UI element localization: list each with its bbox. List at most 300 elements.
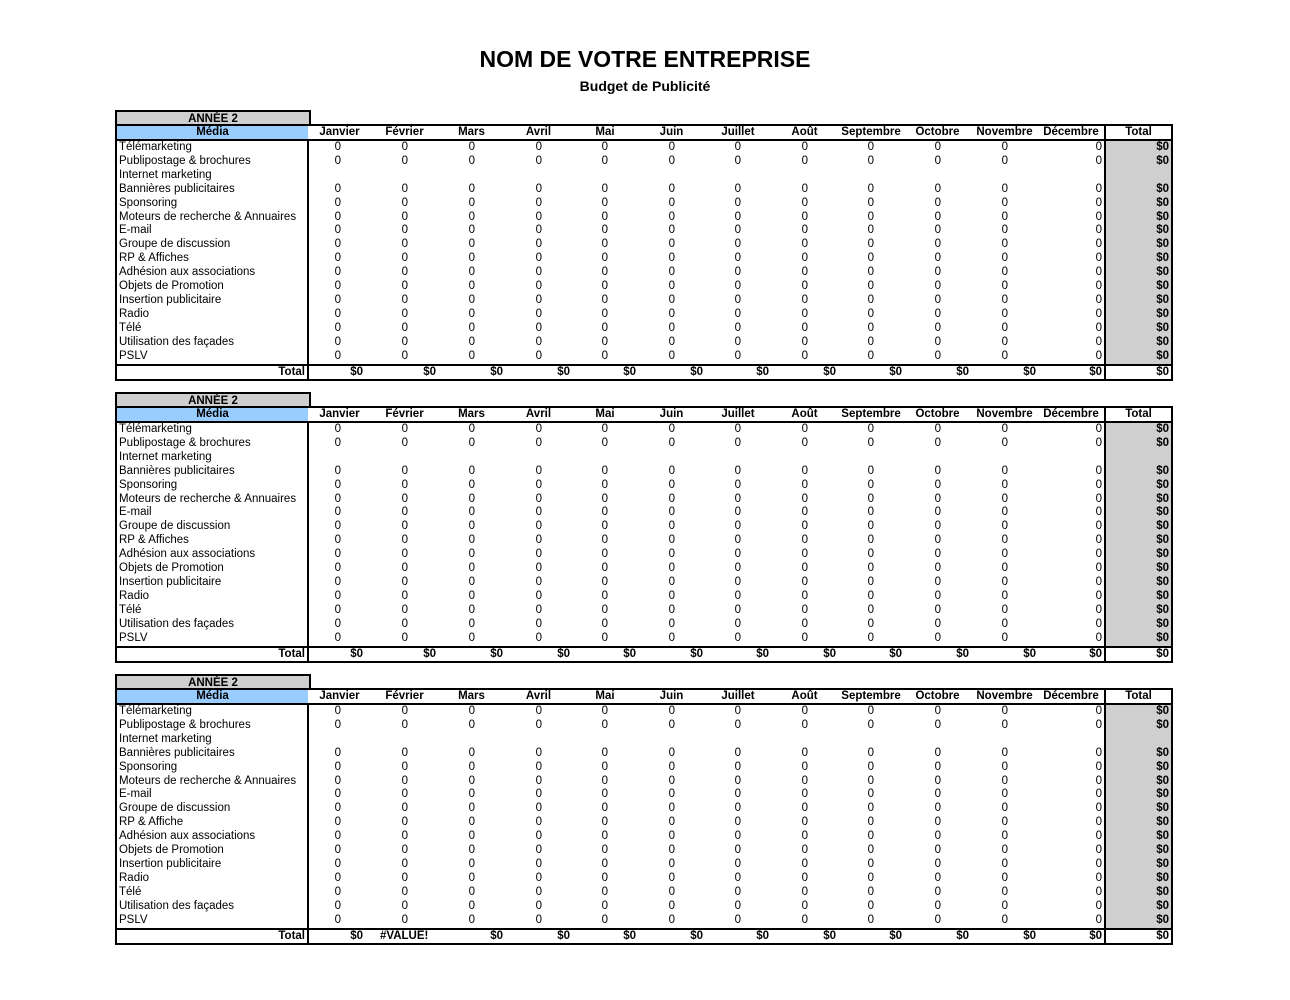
budget-cell[interactable]: 0 xyxy=(334,154,341,167)
budget-cell[interactable]: 0 xyxy=(1038,747,1105,761)
budget-cell[interactable]: 0 xyxy=(734,816,741,829)
budget-cell[interactable]: 0 xyxy=(1001,321,1008,334)
budget-cell[interactable]: 0 xyxy=(601,349,608,362)
budget-cell[interactable]: 0 xyxy=(668,830,675,843)
budget-cell[interactable]: 0 xyxy=(334,885,341,898)
budget-cell[interactable]: 0 xyxy=(601,857,608,870)
budget-cell[interactable]: 0 xyxy=(401,335,408,348)
budget-cell[interactable]: 0 xyxy=(1001,464,1008,477)
budget-cell[interactable]: 0 xyxy=(1001,210,1008,223)
budget-cell[interactable]: 0 xyxy=(1001,534,1008,547)
budget-cell[interactable]: 0 xyxy=(401,252,408,265)
budget-cell[interactable]: 0 xyxy=(601,718,608,731)
budget-cell[interactable]: 0 xyxy=(734,548,741,561)
budget-cell[interactable]: 0 xyxy=(734,871,741,884)
budget-cell[interactable]: 0 xyxy=(401,802,408,815)
budget-cell[interactable]: 0 xyxy=(601,492,608,505)
budget-cell[interactable]: 0 xyxy=(801,857,808,870)
budget-cell[interactable]: 0 xyxy=(334,562,341,575)
budget-cell[interactable]: 0 xyxy=(734,280,741,293)
budget-cell[interactable]: 0 xyxy=(801,266,808,279)
budget-cell[interactable]: 0 xyxy=(1038,183,1105,197)
budget-cell[interactable]: 0 xyxy=(867,506,874,519)
budget-cell[interactable]: 0 xyxy=(867,238,874,251)
budget-cell[interactable]: 0 xyxy=(468,718,475,731)
budget-cell[interactable]: 0 xyxy=(1038,761,1105,775)
budget-cell[interactable]: 0 xyxy=(734,705,741,717)
budget-cell[interactable]: 0 xyxy=(1001,182,1008,195)
budget-cell[interactable]: 0 xyxy=(535,293,542,306)
budget-cell[interactable]: 0 xyxy=(535,182,542,195)
budget-cell[interactable]: 0 xyxy=(668,774,675,787)
budget-cell[interactable]: 0 xyxy=(1038,479,1105,493)
budget-cell[interactable]: 0 xyxy=(535,913,542,926)
budget-cell[interactable]: 0 xyxy=(1001,802,1008,815)
budget-cell[interactable]: 0 xyxy=(934,141,941,153)
budget-cell[interactable]: 0 xyxy=(867,760,874,773)
budget-cell[interactable]: 0 xyxy=(801,871,808,884)
budget-cell[interactable]: 0 xyxy=(801,603,808,616)
budget-cell[interactable]: 0 xyxy=(535,266,542,279)
budget-cell[interactable]: 0 xyxy=(401,464,408,477)
budget-cell[interactable]: 0 xyxy=(535,589,542,602)
budget-cell[interactable]: 0 xyxy=(401,617,408,630)
budget-cell[interactable]: 0 xyxy=(468,210,475,223)
budget-cell[interactable]: 0 xyxy=(668,182,675,195)
budget-cell[interactable]: 0 xyxy=(401,603,408,616)
budget-cell[interactable]: 0 xyxy=(801,548,808,561)
budget-cell[interactable] xyxy=(705,169,771,183)
budget-cell[interactable]: 0 xyxy=(734,830,741,843)
budget-cell[interactable]: 0 xyxy=(1001,252,1008,265)
budget-cell[interactable]: 0 xyxy=(734,617,741,630)
budget-cell[interactable]: 0 xyxy=(668,617,675,630)
budget-cell[interactable]: 0 xyxy=(1038,534,1105,548)
budget-cell[interactable]: 0 xyxy=(668,224,675,237)
budget-cell[interactable]: 0 xyxy=(334,280,341,293)
budget-cell[interactable]: 0 xyxy=(734,913,741,926)
budget-cell[interactable]: 0 xyxy=(668,534,675,547)
budget-cell[interactable]: 0 xyxy=(401,871,408,884)
budget-cell[interactable]: 0 xyxy=(468,844,475,857)
budget-cell[interactable]: 0 xyxy=(867,871,874,884)
budget-cell[interactable]: 0 xyxy=(334,774,341,787)
budget-cell[interactable]: 0 xyxy=(867,548,874,561)
budget-cell[interactable]: 0 xyxy=(601,478,608,491)
budget-cell[interactable]: 0 xyxy=(468,196,475,209)
budget-cell[interactable]: 0 xyxy=(734,335,741,348)
budget-cell[interactable]: 0 xyxy=(468,492,475,505)
budget-cell[interactable]: 0 xyxy=(401,899,408,912)
budget-cell[interactable]: 0 xyxy=(535,830,542,843)
budget-cell[interactable]: 0 xyxy=(401,746,408,759)
budget-cell[interactable]: 0 xyxy=(934,913,941,926)
budget-cell[interactable]: 0 xyxy=(801,506,808,519)
budget-cell[interactable]: 0 xyxy=(468,224,475,237)
budget-cell[interactable]: 0 xyxy=(801,830,808,843)
budget-cell[interactable]: 0 xyxy=(801,816,808,829)
budget-cell[interactable]: 0 xyxy=(934,871,941,884)
budget-cell[interactable]: 0 xyxy=(468,238,475,251)
budget-cell[interactable]: 0 xyxy=(468,436,475,449)
budget-cell[interactable]: 0 xyxy=(934,774,941,787)
budget-cell[interactable]: 0 xyxy=(867,252,874,265)
budget-cell[interactable]: 0 xyxy=(535,238,542,251)
budget-cell[interactable]: 0 xyxy=(934,816,941,829)
budget-cell[interactable]: 0 xyxy=(601,210,608,223)
budget-cell[interactable]: 0 xyxy=(334,548,341,561)
budget-cell[interactable]: 0 xyxy=(867,575,874,588)
budget-cell[interactable]: 0 xyxy=(934,575,941,588)
budget-cell[interactable]: 0 xyxy=(1038,322,1105,336)
budget-cell[interactable]: 0 xyxy=(601,844,608,857)
budget-cell[interactable]: 0 xyxy=(535,631,542,644)
budget-cell[interactable]: 0 xyxy=(1001,718,1008,731)
budget-cell[interactable]: 0 xyxy=(334,423,341,435)
budget-cell[interactable]: 0 xyxy=(934,349,941,362)
budget-cell[interactable]: 0 xyxy=(668,335,675,348)
budget-cell[interactable]: 0 xyxy=(334,617,341,630)
budget-cell[interactable]: 0 xyxy=(801,210,808,223)
budget-cell[interactable]: 0 xyxy=(734,746,741,759)
budget-cell[interactable]: 0 xyxy=(535,492,542,505)
budget-cell[interactable]: 0 xyxy=(668,575,675,588)
budget-cell[interactable]: 0 xyxy=(734,788,741,801)
budget-cell[interactable]: 0 xyxy=(535,210,542,223)
budget-cell[interactable] xyxy=(638,169,705,183)
budget-cell[interactable]: 0 xyxy=(668,746,675,759)
budget-cell[interactable]: 0 xyxy=(934,506,941,519)
budget-cell[interactable]: 0 xyxy=(334,631,341,644)
budget-cell[interactable]: 0 xyxy=(601,464,608,477)
budget-cell[interactable]: 0 xyxy=(334,705,341,717)
budget-cell[interactable]: 0 xyxy=(867,182,874,195)
budget-cell[interactable]: 0 xyxy=(801,562,808,575)
budget-cell[interactable]: 0 xyxy=(334,492,341,505)
budget-cell[interactable]: 0 xyxy=(1001,293,1008,306)
budget-cell[interactable]: 0 xyxy=(535,423,542,435)
budget-cell[interactable]: 0 xyxy=(801,705,808,717)
budget-cell[interactable]: 0 xyxy=(401,774,408,787)
budget-cell[interactable]: 0 xyxy=(401,589,408,602)
budget-cell[interactable]: 0 xyxy=(468,899,475,912)
budget-cell[interactable] xyxy=(771,169,838,183)
budget-cell[interactable]: 0 xyxy=(601,252,608,265)
budget-cell[interactable]: 0 xyxy=(334,464,341,477)
budget-cell[interactable]: 0 xyxy=(668,423,675,435)
budget-cell[interactable]: 0 xyxy=(668,293,675,306)
budget-cell[interactable]: 0 xyxy=(668,631,675,644)
budget-cell[interactable]: 0 xyxy=(401,760,408,773)
budget-cell[interactable]: 0 xyxy=(801,575,808,588)
budget-cell[interactable]: 0 xyxy=(601,830,608,843)
budget-cell[interactable]: 0 xyxy=(734,436,741,449)
budget-cell[interactable]: 0 xyxy=(734,885,741,898)
budget-cell[interactable]: 0 xyxy=(1038,294,1105,308)
budget-cell[interactable]: 0 xyxy=(601,589,608,602)
budget-cell[interactable]: 0 xyxy=(867,774,874,787)
budget-cell[interactable]: 0 xyxy=(1001,631,1008,644)
budget-cell[interactable]: 0 xyxy=(668,871,675,884)
budget-cell[interactable]: 0 xyxy=(468,293,475,306)
budget-cell[interactable]: 0 xyxy=(867,307,874,320)
budget-cell[interactable]: 0 xyxy=(401,224,408,237)
budget-cell[interactable] xyxy=(771,451,838,465)
budget-cell[interactable]: 0 xyxy=(601,335,608,348)
budget-cell[interactable]: 0 xyxy=(468,788,475,801)
budget-cell[interactable]: 0 xyxy=(334,196,341,209)
budget-cell[interactable]: 0 xyxy=(535,575,542,588)
budget-cell[interactable]: 0 xyxy=(668,913,675,926)
budget-cell[interactable]: 0 xyxy=(1038,618,1105,632)
budget-cell[interactable]: 0 xyxy=(601,534,608,547)
budget-cell[interactable]: 0 xyxy=(401,631,408,644)
budget-cell[interactable]: 0 xyxy=(1001,196,1008,209)
budget-cell[interactable]: 0 xyxy=(601,548,608,561)
budget-cell[interactable]: 0 xyxy=(1038,900,1105,914)
budget-cell[interactable]: 0 xyxy=(734,224,741,237)
budget-cell[interactable]: 0 xyxy=(801,760,808,773)
budget-cell[interactable]: 0 xyxy=(801,492,808,505)
budget-cell[interactable]: 0 xyxy=(334,534,341,547)
budget-cell[interactable]: 0 xyxy=(1001,335,1008,348)
budget-cell[interactable]: 0 xyxy=(1001,746,1008,759)
budget-cell[interactable]: 0 xyxy=(468,307,475,320)
budget-cell[interactable]: 0 xyxy=(867,899,874,912)
budget-cell[interactable]: 0 xyxy=(334,307,341,320)
budget-cell[interactable]: 0 xyxy=(734,478,741,491)
budget-cell[interactable] xyxy=(572,169,638,183)
budget-cell[interactable]: 0 xyxy=(334,788,341,801)
budget-cell[interactable]: 0 xyxy=(535,718,542,731)
budget-cell[interactable]: 0 xyxy=(1038,632,1105,647)
budget-cell[interactable]: 0 xyxy=(668,266,675,279)
budget-cell[interactable]: 0 xyxy=(867,349,874,362)
budget-cell[interactable]: 0 xyxy=(734,238,741,251)
budget-cell[interactable]: 0 xyxy=(1038,422,1105,437)
budget-cell[interactable]: 0 xyxy=(1001,589,1008,602)
budget-cell[interactable]: 0 xyxy=(934,548,941,561)
budget-cell[interactable]: 0 xyxy=(468,141,475,153)
budget-cell[interactable]: 0 xyxy=(601,423,608,435)
budget-cell[interactable] xyxy=(572,451,638,465)
budget-cell[interactable]: 0 xyxy=(334,141,341,153)
budget-cell[interactable]: 0 xyxy=(468,520,475,533)
budget-cell[interactable] xyxy=(838,733,904,747)
budget-cell[interactable]: 0 xyxy=(934,210,941,223)
budget-cell[interactable]: 0 xyxy=(867,210,874,223)
budget-cell[interactable] xyxy=(904,451,971,465)
budget-cell[interactable] xyxy=(438,169,505,183)
budget-cell[interactable]: 0 xyxy=(801,436,808,449)
budget-cell[interactable]: 0 xyxy=(535,436,542,449)
budget-cell[interactable]: 0 xyxy=(468,760,475,773)
budget-cell[interactable]: 0 xyxy=(867,335,874,348)
budget-cell[interactable]: 0 xyxy=(601,436,608,449)
budget-cell[interactable] xyxy=(705,451,771,465)
budget-cell[interactable]: 0 xyxy=(801,520,808,533)
budget-cell[interactable]: 0 xyxy=(867,464,874,477)
budget-cell[interactable]: 0 xyxy=(934,464,941,477)
budget-cell[interactable]: 0 xyxy=(867,589,874,602)
budget-cell[interactable]: 0 xyxy=(401,293,408,306)
budget-cell[interactable]: 0 xyxy=(1038,506,1105,520)
budget-cell[interactable]: 0 xyxy=(934,802,941,815)
budget-cell[interactable]: 0 xyxy=(668,141,675,153)
budget-cell[interactable]: 0 xyxy=(401,885,408,898)
budget-cell[interactable]: 0 xyxy=(934,746,941,759)
budget-cell[interactable]: 0 xyxy=(867,857,874,870)
budget-cell[interactable]: 0 xyxy=(801,293,808,306)
budget-cell[interactable]: 0 xyxy=(1038,562,1105,576)
budget-cell[interactable]: 0 xyxy=(1038,155,1105,169)
budget-cell[interactable]: 0 xyxy=(535,252,542,265)
budget-cell[interactable]: 0 xyxy=(934,520,941,533)
budget-cell[interactable]: 0 xyxy=(668,562,675,575)
budget-cell[interactable]: 0 xyxy=(401,705,408,717)
budget-cell[interactable]: 0 xyxy=(1038,437,1105,451)
budget-cell[interactable]: 0 xyxy=(601,182,608,195)
budget-cell[interactable]: 0 xyxy=(1038,350,1105,365)
budget-cell[interactable]: 0 xyxy=(1001,520,1008,533)
budget-cell[interactable]: 0 xyxy=(734,802,741,815)
budget-cell[interactable]: 0 xyxy=(601,788,608,801)
budget-cell[interactable]: 0 xyxy=(468,534,475,547)
budget-cell[interactable] xyxy=(371,733,438,747)
budget-cell[interactable]: 0 xyxy=(801,224,808,237)
budget-cell[interactable]: 0 xyxy=(334,575,341,588)
budget-cell[interactable]: 0 xyxy=(334,266,341,279)
budget-cell[interactable]: 0 xyxy=(934,238,941,251)
budget-cell[interactable]: 0 xyxy=(934,705,941,717)
budget-cell[interactable]: 0 xyxy=(401,718,408,731)
budget-cell[interactable]: 0 xyxy=(801,154,808,167)
budget-cell[interactable]: 0 xyxy=(334,252,341,265)
budget-cell[interactable]: 0 xyxy=(801,885,808,898)
budget-cell[interactable]: 0 xyxy=(934,266,941,279)
budget-cell[interactable]: 0 xyxy=(535,603,542,616)
budget-cell[interactable]: 0 xyxy=(334,589,341,602)
budget-cell[interactable]: 0 xyxy=(401,423,408,435)
budget-cell[interactable]: 0 xyxy=(1001,705,1008,717)
budget-cell[interactable]: 0 xyxy=(801,182,808,195)
budget-cell[interactable]: 0 xyxy=(668,307,675,320)
budget-cell[interactable]: 0 xyxy=(468,506,475,519)
budget-cell[interactable]: 0 xyxy=(801,478,808,491)
budget-cell[interactable]: 0 xyxy=(734,774,741,787)
budget-cell[interactable]: 0 xyxy=(535,280,542,293)
budget-cell[interactable]: 0 xyxy=(401,492,408,505)
budget-cell[interactable]: 0 xyxy=(668,506,675,519)
budget-cell[interactable]: 0 xyxy=(801,802,808,815)
budget-cell[interactable]: 0 xyxy=(867,293,874,306)
budget-cell[interactable]: 0 xyxy=(934,562,941,575)
budget-cell[interactable]: 0 xyxy=(1001,575,1008,588)
budget-cell[interactable]: 0 xyxy=(801,464,808,477)
budget-cell[interactable]: 0 xyxy=(934,154,941,167)
budget-cell[interactable]: 0 xyxy=(934,196,941,209)
budget-cell[interactable]: 0 xyxy=(1001,844,1008,857)
budget-cell[interactable]: 0 xyxy=(934,718,941,731)
budget-cell[interactable]: 0 xyxy=(401,280,408,293)
budget-cell[interactable]: 0 xyxy=(801,844,808,857)
budget-cell[interactable]: 0 xyxy=(1001,548,1008,561)
budget-cell[interactable]: 0 xyxy=(535,307,542,320)
budget-cell[interactable]: 0 xyxy=(668,603,675,616)
budget-cell[interactable]: 0 xyxy=(867,718,874,731)
budget-cell[interactable]: 0 xyxy=(601,266,608,279)
budget-cell[interactable]: 0 xyxy=(468,816,475,829)
budget-cell[interactable]: 0 xyxy=(535,857,542,870)
budget-cell[interactable]: 0 xyxy=(1038,520,1105,534)
budget-cell[interactable]: 0 xyxy=(601,760,608,773)
budget-cell[interactable]: 0 xyxy=(1038,872,1105,886)
budget-cell[interactable]: 0 xyxy=(468,548,475,561)
budget-cell[interactable]: 0 xyxy=(668,210,675,223)
budget-cell[interactable]: 0 xyxy=(734,141,741,153)
budget-cell[interactable]: 0 xyxy=(801,631,808,644)
budget-cell[interactable]: 0 xyxy=(535,760,542,773)
budget-cell[interactable]: 0 xyxy=(1001,562,1008,575)
budget-cell[interactable]: 0 xyxy=(334,844,341,857)
budget-cell[interactable]: 0 xyxy=(867,321,874,334)
budget-cell[interactable]: 0 xyxy=(401,436,408,449)
budget-cell[interactable]: 0 xyxy=(801,423,808,435)
budget-cell[interactable]: 0 xyxy=(468,871,475,884)
budget-cell[interactable]: 0 xyxy=(535,617,542,630)
budget-cell[interactable]: 0 xyxy=(1038,914,1105,929)
budget-cell[interactable]: 0 xyxy=(1001,506,1008,519)
budget-cell[interactable]: 0 xyxy=(1038,308,1105,322)
budget-cell[interactable]: 0 xyxy=(601,307,608,320)
budget-cell[interactable]: 0 xyxy=(867,816,874,829)
budget-cell[interactable]: 0 xyxy=(668,718,675,731)
budget-cell[interactable]: 0 xyxy=(535,520,542,533)
budget-cell[interactable]: 0 xyxy=(934,760,941,773)
budget-cell[interactable]: 0 xyxy=(734,349,741,362)
budget-cell[interactable]: 0 xyxy=(734,603,741,616)
budget-cell[interactable]: 0 xyxy=(601,562,608,575)
budget-cell[interactable]: 0 xyxy=(934,423,941,435)
budget-cell[interactable]: 0 xyxy=(801,252,808,265)
budget-cell[interactable]: 0 xyxy=(468,603,475,616)
budget-cell[interactable]: 0 xyxy=(668,154,675,167)
budget-cell[interactable]: 0 xyxy=(401,534,408,547)
budget-cell[interactable] xyxy=(838,451,904,465)
budget-cell[interactable]: 0 xyxy=(934,224,941,237)
budget-cell[interactable]: 0 xyxy=(535,788,542,801)
budget-cell[interactable]: 0 xyxy=(468,349,475,362)
budget-cell[interactable]: 0 xyxy=(468,252,475,265)
budget-cell[interactable]: 0 xyxy=(668,349,675,362)
budget-cell[interactable]: 0 xyxy=(535,705,542,717)
budget-cell[interactable]: 0 xyxy=(334,746,341,759)
budget-cell[interactable]: 0 xyxy=(1001,154,1008,167)
budget-cell[interactable]: 0 xyxy=(1001,913,1008,926)
budget-cell[interactable]: 0 xyxy=(601,885,608,898)
budget-cell[interactable] xyxy=(505,733,572,747)
budget-cell[interactable]: 0 xyxy=(401,321,408,334)
budget-cell[interactable]: 0 xyxy=(668,705,675,717)
budget-cell[interactable]: 0 xyxy=(468,774,475,787)
budget-cell[interactable]: 0 xyxy=(1038,719,1105,733)
budget-cell[interactable]: 0 xyxy=(601,816,608,829)
budget-cell[interactable]: 0 xyxy=(734,844,741,857)
budget-cell[interactable]: 0 xyxy=(668,802,675,815)
budget-cell[interactable]: 0 xyxy=(734,520,741,533)
budget-cell[interactable] xyxy=(308,451,371,465)
budget-cell[interactable]: 0 xyxy=(668,885,675,898)
